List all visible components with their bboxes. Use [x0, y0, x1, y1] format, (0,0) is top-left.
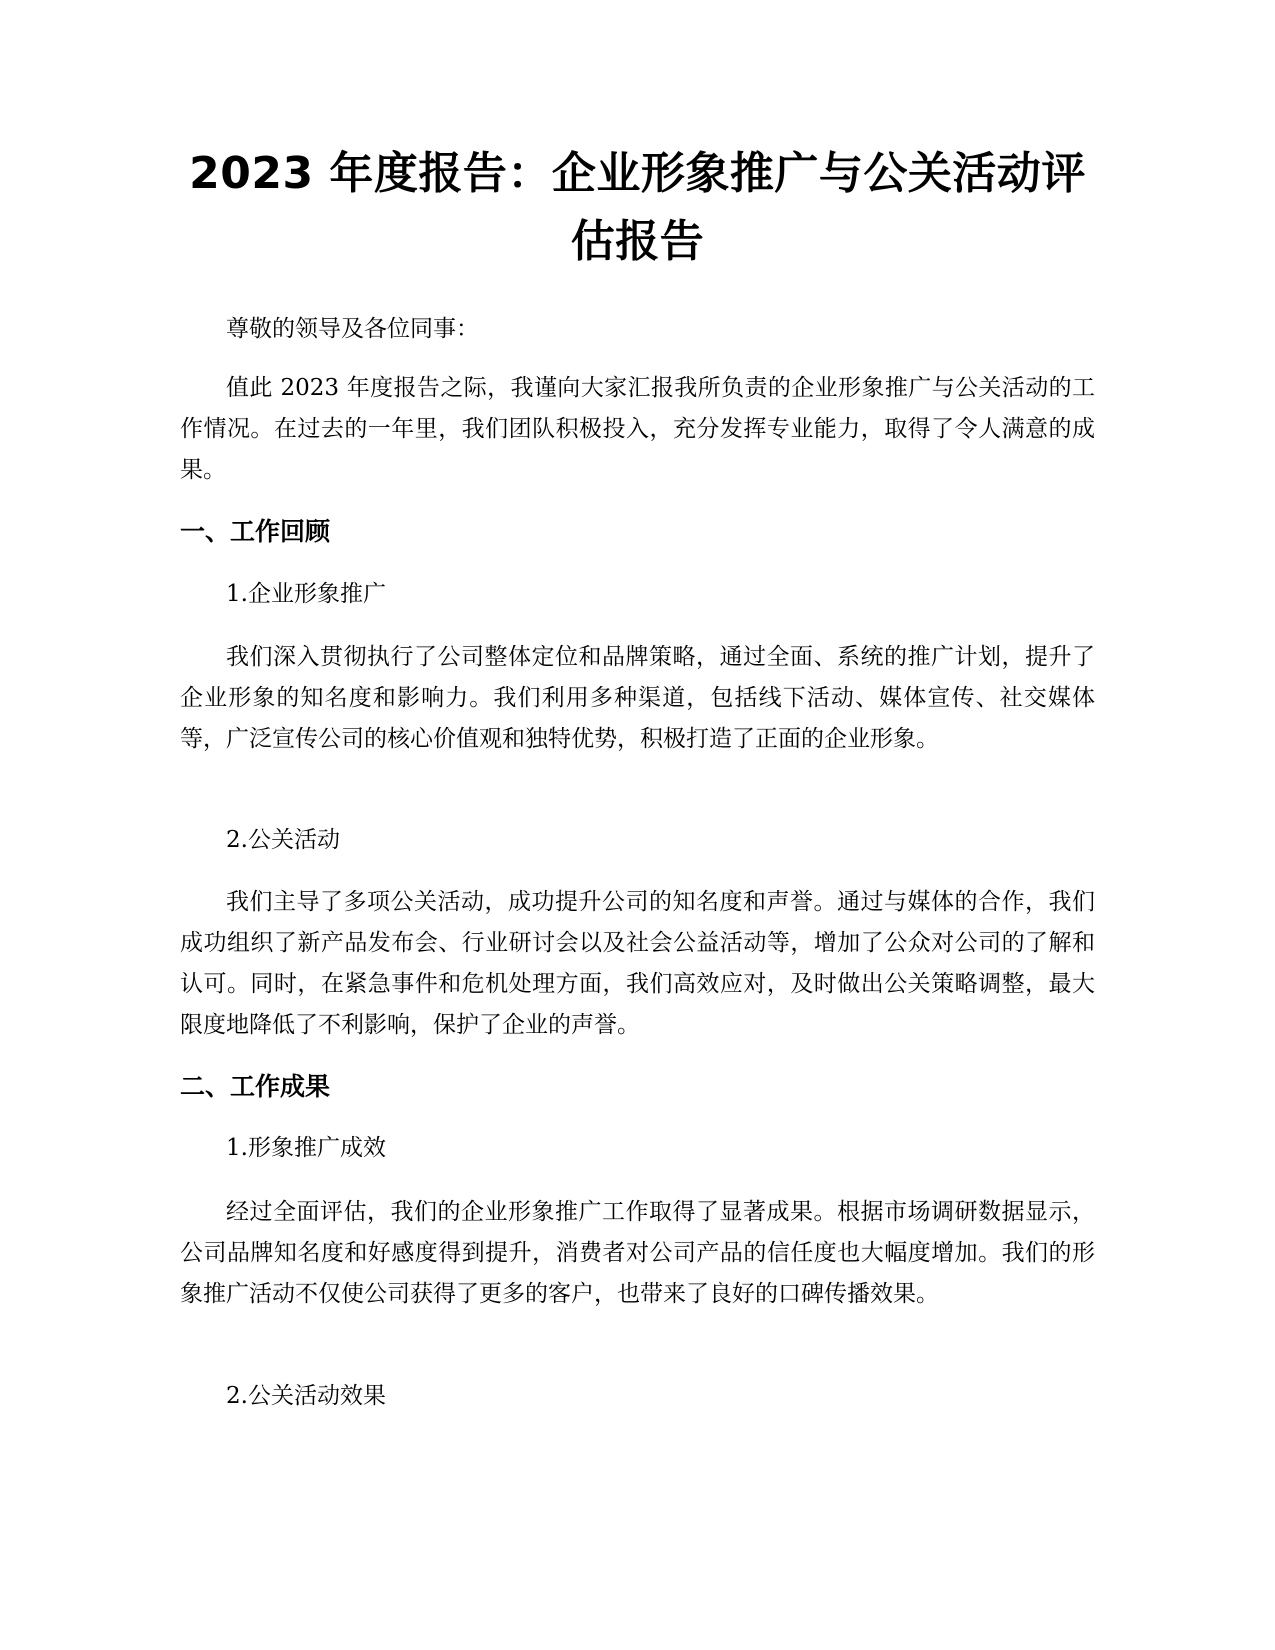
paragraph-pr-activities: 我们主导了多项公关活动，成功提升公司的知名度和声誉。通过与媒体的合作，我们成功组织了新产品发布会、行业研讨会以及社会公益活动等，增加了公众对公司的了解和认可。同时，在紧急事件和危机处理方面，我们高效应对，及时做出公关策略调整，最大限度地降低了不利影响，保护了企业的声誉。 — [180, 889, 1095, 1038]
greeting-line: 尊敬的领导及各位同事： — [226, 316, 479, 342]
subheading-pr-activities: 2.公关活动 — [226, 827, 340, 853]
intro-paragraph: 值此 2023 年度报告之际，我谨向大家汇报我所负责的企业形象推广与公关活动的工作情况。在过去的一年里，我们团队积极投入，充分发挥专业能力，取得了令人满意的成果。 — [180, 375, 1095, 483]
subheading-image-promotion: 1.企业形象推广 — [226, 581, 386, 607]
section-heading-results: 二、工作成果 — [180, 1072, 331, 1101]
section-heading-review: 一、工作回顾 — [180, 517, 331, 546]
paragraph-image-promotion: 我们深入贯彻执行了公司整体定位和品牌策略，通过全面、系统的推广计划，提升了企业形象的知名度和影响力。我们利用多种渠道，包括线下活动、媒体宣传、社交媒体等，广泛宣传公司的核心价值观和独特优势，积极打造了正面的企业形象。 — [180, 644, 1095, 752]
subheading-pr-results: 2.公关活动效果 — [226, 1383, 386, 1409]
document-title: 2023 年度报告：企业形象推广与公关活动评估报告 — [189, 148, 1086, 267]
subheading-promotion-results: 1.形象推广成效 — [226, 1135, 386, 1161]
paragraph-promotion-results: 经过全面评估，我们的企业形象推广工作取得了显著成果。根据市场调研数据显示，公司品牌知名度和好感度得到提升，消费者对公司产品的信任度也大幅度增加。我们的形象推广活动不仅使公司获得了更多的客户，也带来了良好的口碑传播效果。 — [180, 1199, 1095, 1307]
